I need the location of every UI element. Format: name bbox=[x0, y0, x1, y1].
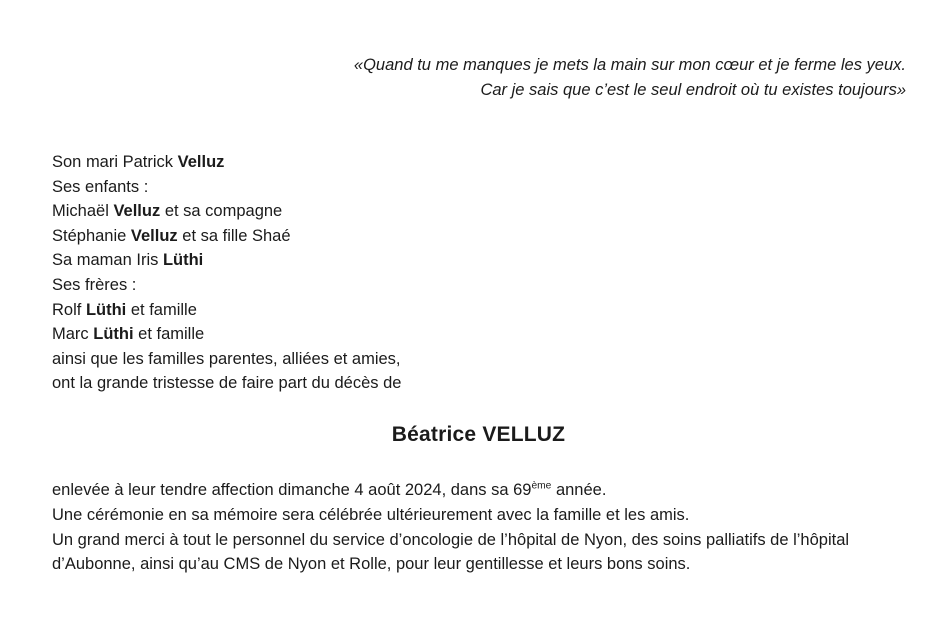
text-line: Ses enfants : bbox=[52, 177, 149, 196]
text-line: Michaël Velluz et sa compagne bbox=[52, 202, 283, 221]
announcement-details bbox=[52, 478, 910, 577]
text-line: Une cérémonie en sa mémoire sera célébrée ultérieurement avec la famille et les amis. bbox=[52, 505, 690, 524]
text-line: Stéphanie Velluz et sa fille Shaé bbox=[52, 226, 291, 245]
text-line: enlevée à leur tendre affection dimanche 4 août 2024, dans sa 69ème année. bbox=[52, 480, 607, 499]
text-line: Marc Lüthi et famille bbox=[52, 325, 205, 344]
text-line: Rolf Lüthi et famille bbox=[52, 300, 197, 319]
text-line: Car je sais que c’est le seul endroit où tu existes toujours» bbox=[480, 81, 906, 99]
text-line: ainsi que les familles parentes, alliées et amies, bbox=[52, 349, 401, 368]
memorial-quote bbox=[200, 53, 906, 103]
text-line: ont la grande tristesse de faire part du décès de bbox=[52, 374, 402, 393]
text-line: Sa maman Iris Lüthi bbox=[52, 251, 204, 270]
text-line: Un grand merci à tout le personnel du service d’oncologie de l’hôpital de Nyon, des soins palliatifs de l’hôpital d’Aubonne, ainsi qu’au CMS de Nyon et Rolle, pour leur gentillesse et leurs bons soins. bbox=[52, 530, 850, 574]
text-line: Son mari Patrick Velluz bbox=[52, 153, 225, 171]
deceased-name: Béatrice VELLUZ bbox=[391, 423, 566, 446]
text-line: «Quand tu me manques je mets la main sur mon cœur et je ferme les yeux. bbox=[353, 56, 906, 74]
text-line: Ses frères : bbox=[52, 275, 137, 294]
family-announcement-list bbox=[52, 150, 905, 396]
